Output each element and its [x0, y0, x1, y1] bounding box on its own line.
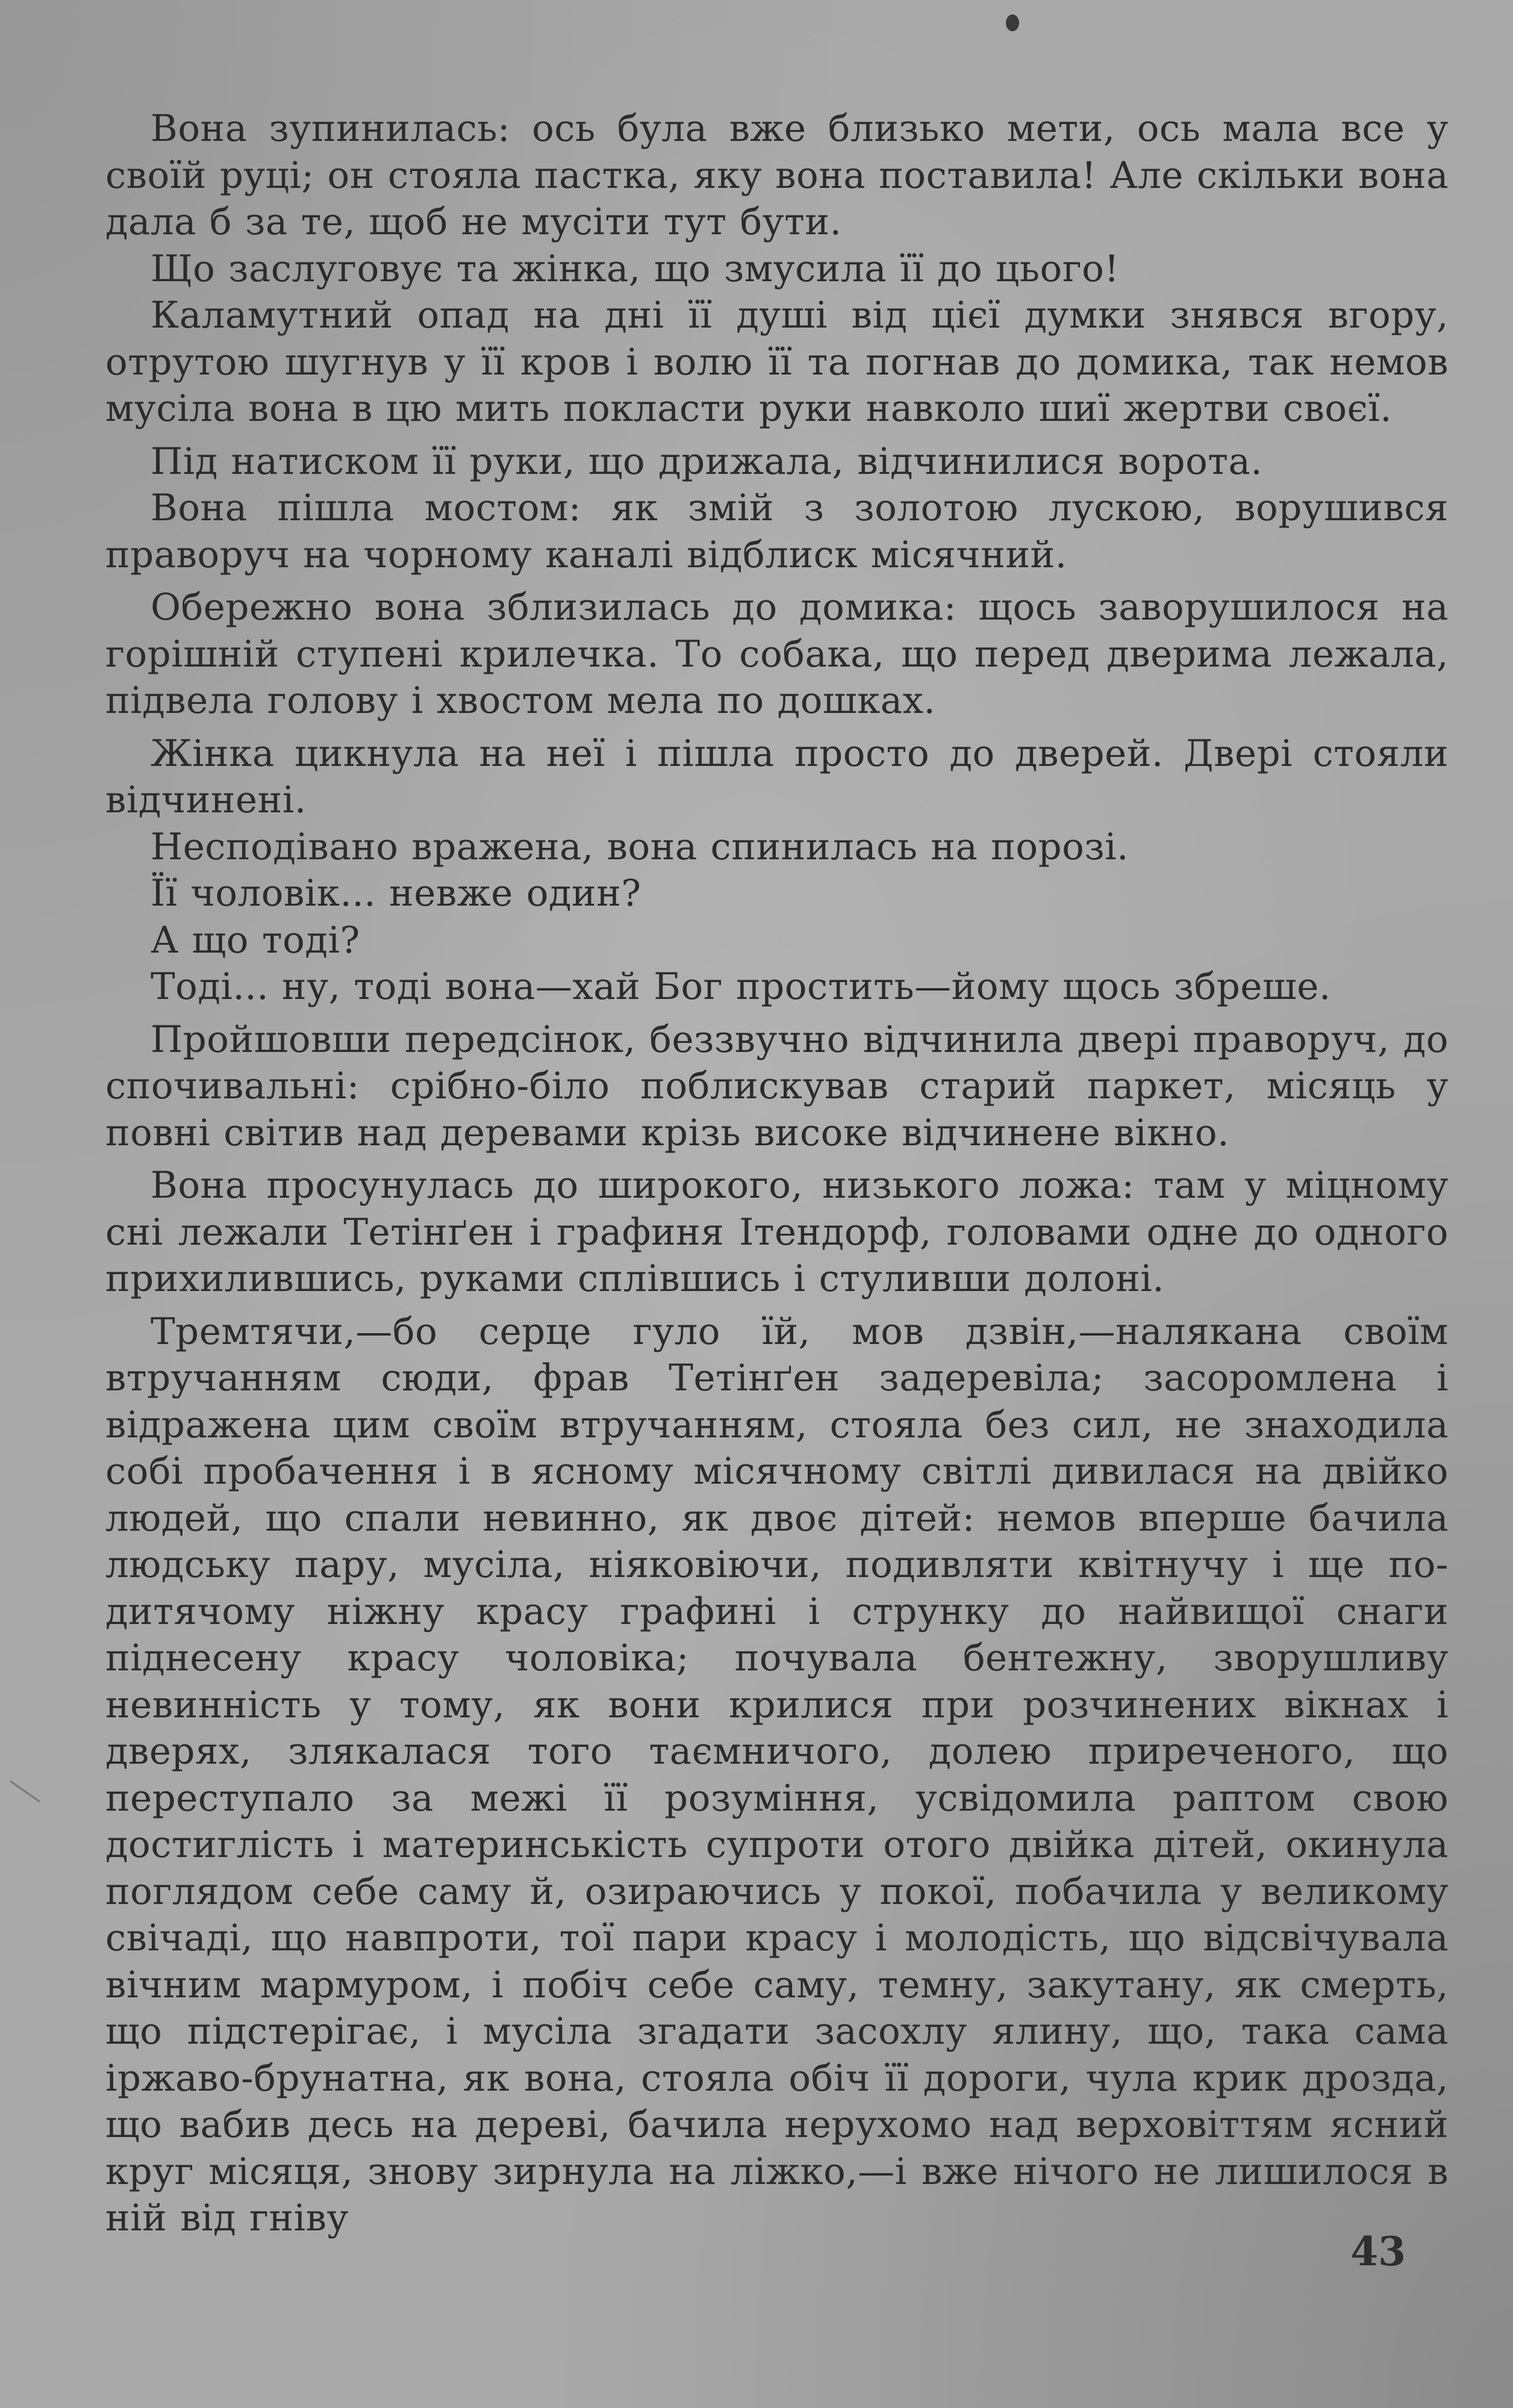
paragraph-9: Її чоловік... невже один?: [151, 872, 641, 915]
paragraph-5: Вона пішла мостом: як змій з золотою лускою, ворушився праворуч на чорному каналі відблиск місячний.: [105, 487, 1449, 576]
paragraph-2: Що заслуговує та жінка, що змусила її до цього!: [151, 247, 1120, 290]
paragraph-10: А що тоді?: [151, 918, 360, 962]
paragraph-3: Каламутний опад на дні її душі від цієї думки знявся вгору, отрутою шугнув у її кров і волю її та погнав до домика, так немов мусіла вона в цю мить покласти руки навколо шиї жертви своєї.: [105, 294, 1449, 430]
paragraph-1: Вона зупинилась: ось була вже близько мети, ось мала все у своїй руці; он стояла пастка, яку вона поставила! Але скільки вона дала б за те, щоб не мусіти тут бути.: [105, 107, 1449, 243]
paragraph-12: Пройшовши передсінок, беззвучно відчинила двері праворуч, до спочивальні: срібно-біло поблискував старий паркет, місяць у повні світив над деревами крізь високе відчинене вікно.: [105, 1018, 1449, 1154]
paragraph-14: Тремтячи,—бо серце гуло їй, мов дзвін,—налякана своїм втручанням сюди, фрав Тетінґен задеревіла; засоромлена і відражена цим своїм втручанням, стояла без сил, не знаходила собі пробачення і в ясному місячному світлі дивилася на двійко людей, що спали невинно, як двоє дітей: немов вперше бачила людську пару, мусіла, ніяковіючи, подивляти квітнучу і ще по-дитячому ніжну красу графині і струнку до найвищої снаги піднесену красу чоловіка; почувала бентежну, зворушливу невинність у тому, як вони крилися при розчинених вікнах і дверях, злякалася того таємничого, долею приреченого, що переступало за межі її розуміння, усвідомила раптом свою достиглість і материнськість супроти отого двійка дітей, окинула поглядом себе саму й, озираючись у покої, побачила у великому свічаді, що навпроти, тої пари красу і молодість, що відсвічувала вічним мармуром, і побіч себе саму, темну, закутану, як смерть, що підстерігає, і мусіла згадати засохлу ялину, що, така сама іржаво-брунатна, як вона, стояла обіч її дороги, чула крик дрозда, що вабив десь на дереві, бачила нерухомо над верховіттям ясний круг місяця, знову зирнула на ліжко,—і вже нічого не лишилося в ній від гніву: [105, 1310, 1449, 2239]
paragraph-11: Тоді... ну, тоді вона—хай Бог простить—йому щось збреше.: [151, 965, 1331, 1008]
paragraph-13: Вона просунулась до широкого, низького ложа: там у міцному сні лежали Тетінґен і графиня Ітендорф, головами одне до одного прихилившись, руками сплівшись і стуливши долоні.: [105, 1164, 1449, 1300]
ink-speck: [1006, 14, 1019, 31]
paragraph-7: Жінка цикнула на неї і пішла просто до дверей. Двері стояли відчинені.: [105, 732, 1449, 821]
book-page-text: [105, 105, 1449, 2273]
paragraph-8: Несподівано вражена, вона спинилась на порозі.: [151, 825, 1129, 868]
paragraph-4: Під натиском її руки, що дрижала, відчинилися ворота.: [151, 440, 1263, 483]
page-number: 43: [1350, 2228, 1406, 2275]
paper-scratch: [10, 1781, 40, 1803]
paragraph-6: Обережно вона зблизилась до домика: щось заворушилося на горішній ступені крилечка. То собака, що перед дверима лежала, підвела голову і хвостом мела по дошках.: [105, 586, 1449, 722]
